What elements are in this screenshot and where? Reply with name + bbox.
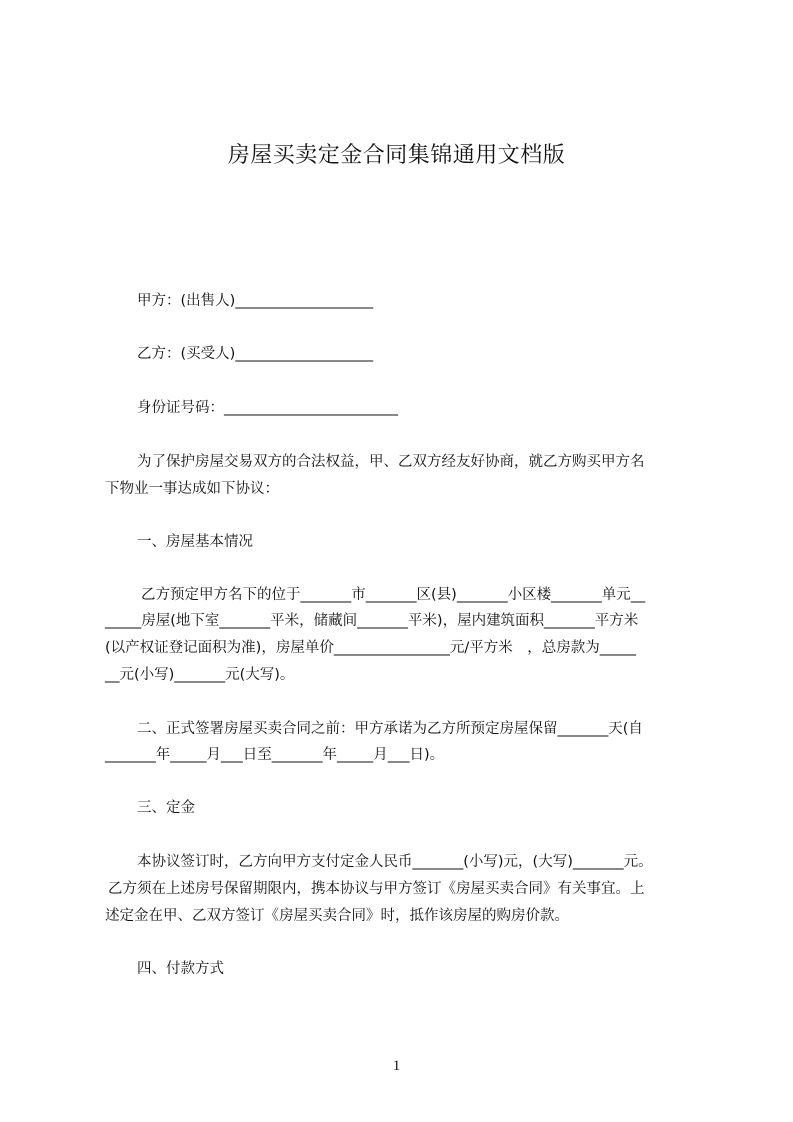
section-3-line-2: 乙方须在上述房号保留期限内，携本协议与甲方签订《房屋买卖合同》有关事宜。上 <box>108 881 645 897</box>
section-2-line-2: _______年_____月___日至_______年_____月___日)。 <box>105 747 445 763</box>
section-1-heading: 一、房屋基本情况 <box>137 534 253 550</box>
section-3-heading: 三、定金 <box>137 800 195 816</box>
section-1-line-3: (以产权证登记面积为准)，房屋单价________________元/平方米 ，总房款为_____ <box>105 640 636 656</box>
party-b-line: 乙方：(买受人)___________________ <box>137 346 374 362</box>
section-1-line-4: __元(小写)_______元(大写)。 <box>105 667 295 683</box>
page-number: 1 <box>392 1058 401 1074</box>
section-3-line-1: 本协议签订时，乙方向甲方支付定金人民币_______(小写)元，(大写)_______元。 <box>137 854 653 870</box>
section-1-line-2: _____房屋(地下室_______平米，储藏间_______平米)，屋内建筑面积_______平方米 <box>105 613 639 629</box>
intro-paragraph-line-2: 下物业一事达成如下协议： <box>105 481 279 497</box>
intro-paragraph-line-1: 为了保护房屋交易双方的合法权益，甲、乙双方经友好协商，就乙方购买甲方名 <box>137 454 645 470</box>
section-2-line-1: 二、正式签署房屋买卖合同之前：甲方承诺为乙方所预定房屋保留_______天(自 <box>137 721 643 737</box>
section-4-heading: 四、付款方式 <box>137 961 224 977</box>
document-title: 房屋买卖定金合同集锦通用文档版 <box>227 143 566 168</box>
section-3-line-3: 述定金在甲、乙双方签订《房屋买卖合同》时，抵作该房屋的购房价款。 <box>105 908 569 924</box>
id-number-line: 身份证号码：________________________ <box>137 400 398 416</box>
party-a-line: 甲方：(出售人)___________________ <box>137 293 374 309</box>
section-1-line-1: 乙方预定甲方名下的位于_______市_______区(县)_______小区楼_______单元__ <box>141 587 646 603</box>
